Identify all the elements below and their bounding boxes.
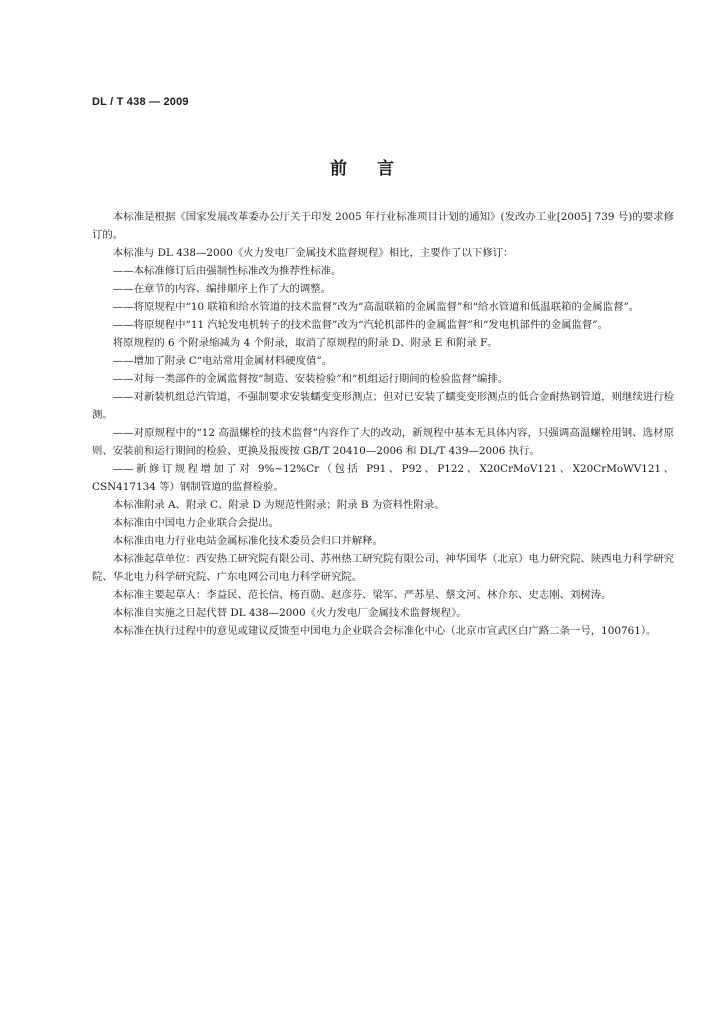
paragraph: ——对新装机组总汽管道，不强制要求安装蠕变变形测点；但对已安装了蠕变变形测点的低合金耐热钢管道，则继续进行检测。 [92,391,674,421]
paragraph: 本标准与 DL 438—2000《火力发电厂金属技术监督规程》相比，主要作了以下修订： [112,247,514,259]
standard-code: DL / T 438 — 2009 [92,96,189,108]
paragraph: 本标准是根据《国家发展改革委办公厅关于印发 2005 年行业标准项目计划的通知》(发改办工业[2005] 739 号)的要求修订的。 [92,211,674,241]
paragraph: ——将原规程中“11 汽轮发电机转子的技术监督”改为“汽轮机部件的金属监督”和“发电机部件的金属监督”。 [112,319,608,331]
paragraph: ——增加了附录 C“电站常用金属材料硬度值”。 [112,355,333,367]
paragraph: 本标准自实施之日起代替 DL 438—2000《火力发电厂金属技术监督规程》。 [112,607,467,619]
page-title: 前言 [330,159,424,179]
paragraph: 本标准起草单位：西安热工研究院有限公司、苏州热工研究院有限公司、神华国华（北京）电力研究院、陕西电力科学研究院、华北电力科学研究院、广东电网公司电力科学研究院。 [92,553,674,583]
paragraph: 将原规程的 6 个附录缩减为 4 个附录，取消了原规程的附录 D、附录 E 和附录 F。 [112,337,498,349]
paragraph: 本标准由电力行业电站金属标准化技术委员会归口并解释。 [112,535,383,547]
paragraph: ——对原规程中的“12 高温螺栓的技术监督”内容作了大的改动，新规程中基本无具体内容，只强调高温螺栓用钢、选材原则、安装前和运行期间的检验、更换及报废按 GB/T 20410—2006 和 DL/T 439—2006 执行。 [92,427,674,457]
paragraph: ——对每一类部件的金属监督按“制造、安装检验”和“机组运行期间的检验监督”编排。 [112,373,509,385]
paragraph: 本标准附录 A、附录 C、附录 D 为规范性附录；附录 B 为资料性附录。 [112,499,445,511]
paragraph: 本标准主要起草人：李益民、范长信、杨百勋、赵彦芬、梁军、严苏星、蔡文河、林介东、史志刚、刘树涛。 [112,589,612,601]
paragraph: ——新修订规程增加了对 9%~12%Cr（包括 P91、P92、P122、X20CrMoV121、X20CrMoWV121、CSN417134 等）钢制管道的监督检验。 [92,463,674,493]
paragraph: ——在章节的内容、编排顺序上作了大的调整。 [112,283,331,295]
paragraph: 本标准在执行过程中的意见或建议反馈至中国电力企业联合会标准化中心（北京市宣武区白广路二条一号，100761）。 [112,625,657,637]
paragraph: ——将原规程中“10 联箱和给水管道的技术监督”改为“高温联箱的金属监督”和“给水管道和低温联箱的金属监督”。 [112,301,640,313]
preface-body [92,208,674,640]
paragraph: 本标准由中国电力企业联合会提出。 [112,517,280,529]
paragraph: ——本标准修订后由强制性标准改为推荐性标准。 [112,265,342,277]
